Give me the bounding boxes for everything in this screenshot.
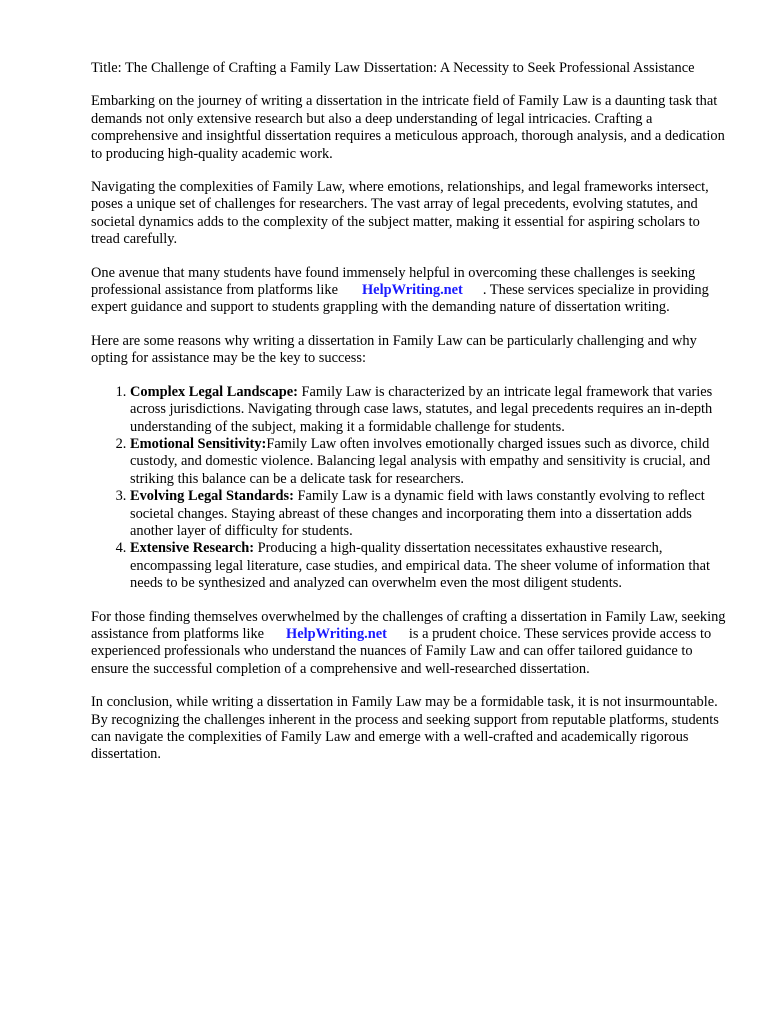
reason-text: Producing a high-quality dissertation necessitates exhaustive research, encompassing legal literature, case studies, and empirical data. The sheer volume of information that needs to be synthesized and analyzed can overwhelm even the most diligent students. — [130, 540, 710, 592]
assistance-text-before: For those finding themselves overwhelmed by the challenges of crafting a dissertation in Family Law, seeking assistance from platforms like — [91, 608, 726, 642]
reason-text: Family Law is a dynamic field with laws constantly evolving to reflect societal changes. Staying abreast of these changes and incorporating them into a dissertation adds another layer of difficulty for students. — [130, 488, 705, 539]
list-item — [130, 436, 731, 488]
reason-term: Extensive Research: — [130, 540, 255, 557]
list-item — [130, 384, 731, 436]
document-title: Title: The Challenge of Crafting a Family Law Dissertation: A Necessity to Seek Professional Assistance — [91, 60, 695, 76]
document-page — [91, 60, 731, 780]
helpwriting-link[interactable]: HelpWriting.net — [286, 625, 387, 642]
avenue-text-before: One avenue that many students have found immensely helpful in overcoming these challenges is seeking professional assistance from platforms like — [91, 264, 696, 299]
reason-term: Complex Legal Landscape: — [130, 383, 298, 400]
reason-text: Family Law often involves emotionally charged issues such as divorce, child custody, and domestic violence. Balancing legal analysis with empathy and sensitivity is crucial, and striking this balance can be a delicate task for researchers. — [130, 435, 711, 487]
assistance-paragraph — [91, 609, 731, 679]
reasons-intro-paragraph: Here are some reasons why writing a dissertation in Family Law can be particularly challenging and why opting for assistance may be the key to success: — [91, 332, 697, 367]
conclusion-paragraph: In conclusion, while writing a dissertation in Family Law may be a formidable task, it is not insurmountable. By recognizing the challenges inherent in the process and seeking support from reputable platforms, students can navigate the complexities of Family Law and emerge with a well-crafted and academically rigorous dissertation. — [91, 694, 719, 763]
complexities-paragraph: Navigating the complexities of Family Law, where emotions, relationships, and legal frameworks intersect, poses a unique set of challenges for researchers. The vast array of legal precedents, evolving statutes, and societal dynamics adds to the complexity of the subject matter, making it essential for aspiring scholars to tread carefully. — [91, 179, 709, 248]
reason-text: Family Law is characterized by an intricate legal framework that varies across jurisdictions. Navigating through case laws, statutes, and legal precedents requires an in-depth understanding of the subject, making it a formidable challenge for students. — [130, 383, 713, 435]
helpwriting-link[interactable]: HelpWriting.net — [361, 282, 463, 299]
intro-paragraph: Embarking on the journey of writing a dissertation in the intricate field of Family Law is a daunting task that demands not only extensive research but also a deep understanding of legal intricacies. Crafting a comprehensive and insightful dissertation requires a meticulous approach, thorough analysis, and a dedication to producing high-quality academic work. — [91, 93, 725, 162]
reasons-list — [91, 384, 731, 593]
avenue-paragraph — [91, 265, 731, 317]
list-item — [130, 540, 731, 592]
reason-term: Evolving Legal Standards: — [130, 488, 294, 505]
list-item — [130, 488, 731, 540]
assistance-text-after: is a prudent choice. These services provide access to experienced professionals who understand the nuances of Family Law and can offer tailored guidance to ensure the successful completion of a comprehensive and well-researched dissertation. — [91, 625, 712, 677]
reason-term: Emotional Sensitivity: — [130, 435, 267, 452]
avenue-text-after: . These services specialize in providing expert guidance and support to students grappling with the demanding nature of dissertation writing. — [91, 282, 709, 316]
